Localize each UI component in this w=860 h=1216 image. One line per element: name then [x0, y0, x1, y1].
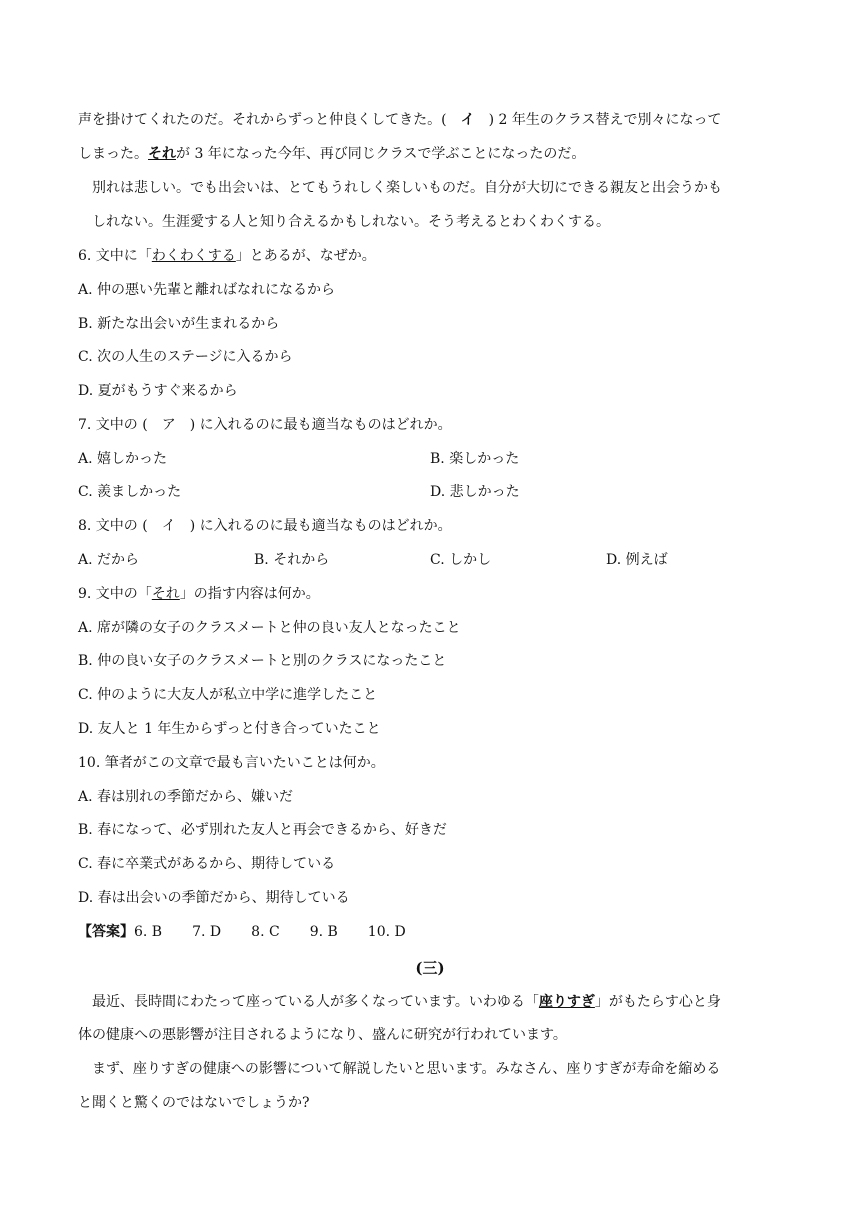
q6-option-d: D. 夏がもうすぐ来るから	[78, 383, 238, 399]
question-9-stem	[78, 584, 320, 604]
q8-option-d: D. 例えば	[606, 552, 668, 568]
q9-option-a: A. 席が隣の女子のクラスメートと仲の良い友人となったこと	[78, 620, 461, 636]
q9-option-b: B. 仲の良い女子のクラスメートと別のクラスになったこと	[78, 653, 447, 669]
underlined-phrase: それ	[151, 586, 180, 602]
para-text: 最近、長時間にわたって座っている人が多くなっています。いわゆる「	[92, 994, 539, 1010]
q10-option-d: D. 春は出会いの季節だから、期待している	[78, 890, 350, 906]
section3-para1-line2: 体の健康への悪影響が注目されるようになり、盛んに研究が行われています。	[78, 1027, 567, 1043]
q6-option-b: B. 新たな出会いが生まれるから	[78, 316, 280, 332]
underlined-reference: それ	[148, 146, 176, 162]
section-heading: (三)	[415, 959, 445, 977]
stem-text: 」とあるが、なぜか。	[235, 248, 376, 264]
answer-key	[78, 922, 406, 942]
passage-text: が 3 年になった今年、再び同じクラスで学ぶことになったのだ。	[176, 146, 586, 162]
answer-10: 10. D	[367, 924, 406, 940]
answer-9: 9. B	[309, 924, 338, 940]
q10-option-b: B. 春になって、必ず別れた友人と再会できるから、好きだ	[78, 822, 447, 838]
q7-option-c: C. 羨ましかった	[78, 484, 182, 500]
section3-para2-line1: まず、座りすぎの健康への影響について解説したいと思います。みなさん、座りすぎが寿命を縮める	[92, 1061, 721, 1077]
q7-option-d: D. 悲しかった	[430, 484, 520, 500]
q8-option-b: B. それから	[254, 552, 330, 568]
q9-option-c: C. 仲のように大友人が私立中学に進学したこと	[78, 687, 378, 703]
section3-para2-line2: と聞くと驚くのではないでしょうか?	[78, 1095, 310, 1111]
passage-line-4: しれない。生涯愛する人と知り合えるかもしれない。そう考えるとわくわくする。	[92, 214, 610, 230]
q10-option-c: C. 春に卒業式があるから、期待している	[78, 856, 336, 872]
answer-8: 8. C	[251, 924, 280, 940]
section3-para1-line1	[92, 992, 721, 1012]
underlined-phrase: わくわくする	[151, 248, 236, 264]
emphasized-term: 座りすぎ	[538, 994, 595, 1010]
q6-option-c: C. 次の人生のステージに入るから	[78, 349, 293, 365]
q6-option-a: A. 仲の悪い先輩と離ればなれになるから	[78, 282, 336, 298]
passage-text: しまった。	[78, 146, 148, 162]
passage-text: 声を掛けてくれたのだ。それからずっと仲良くしてきた。(	[78, 112, 461, 128]
passage-line-2	[78, 144, 585, 164]
para-text: 」がもたらす心と身	[594, 994, 721, 1010]
answer-label: 【答案】	[78, 924, 134, 940]
passage-line-1	[78, 110, 721, 130]
question-7-stem: 7. 文中の ( ア ) に入れるのに最も適当なものはどれか。	[78, 417, 452, 433]
stem-text: 9. 文中の「	[78, 586, 152, 602]
q10-option-a: A. 春は別れの季節だから、嫌いだ	[78, 789, 294, 805]
question-10-stem: 10. 筆者がこの文章で最も言いたいことは何か。	[78, 755, 385, 771]
passage-text: ) 2 年生のクラス替えで別々になって	[474, 112, 722, 128]
passage-line-3: 別れは悲しい。でも出会いは、とてもうれしく楽しいものだ。自分が大切にできる親友と出会うかも	[92, 180, 722, 196]
q8-option-c: C. しかし	[430, 552, 492, 568]
answer-6: 6. B	[134, 924, 163, 940]
q9-option-d: D. 友人と 1 年生からずっと付き合っていたこと	[78, 721, 381, 737]
question-8-stem: 8. 文中の ( イ ) に入れるのに最も適当なものはどれか。	[78, 518, 452, 534]
q7-option-b: B. 楽しかった	[430, 451, 520, 467]
question-6-stem	[78, 246, 376, 266]
stem-text: 6. 文中に「	[78, 248, 152, 264]
answer-7: 7. D	[192, 924, 222, 940]
blank-i-marker: イ	[460, 112, 475, 128]
q7-option-a: A. 嬉しかった	[78, 451, 168, 467]
stem-text: 」の指す内容は何か。	[179, 586, 320, 602]
q8-option-a: A. だから	[78, 552, 140, 568]
